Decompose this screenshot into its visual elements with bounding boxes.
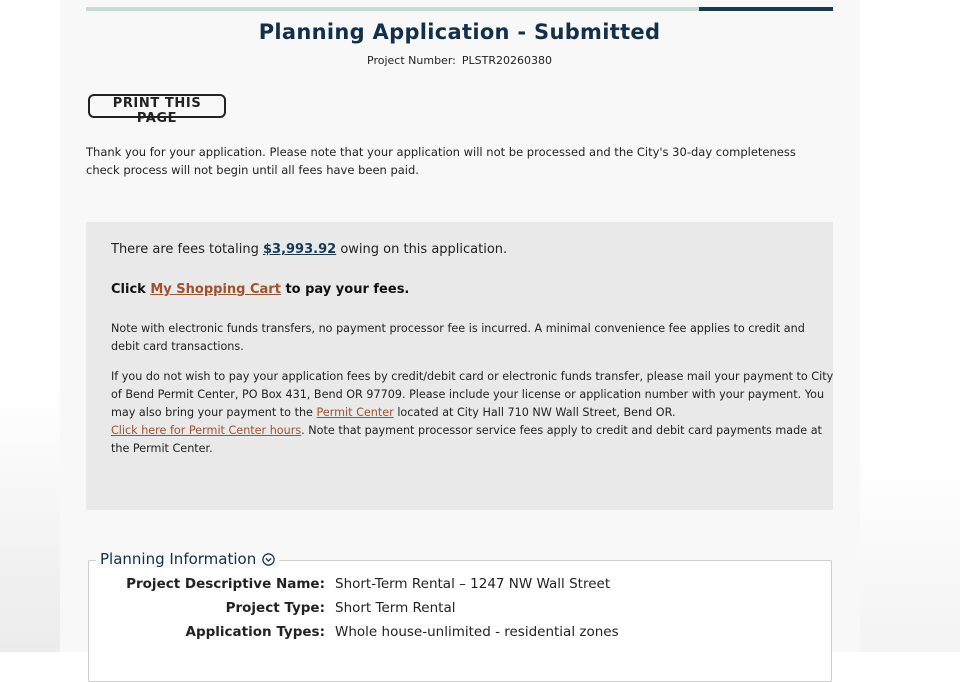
mail-text-2: located at City Hall 710 NW Wall Street, Bend OR. (397, 406, 676, 419)
fees-prefix: There are fees totaling (111, 242, 259, 257)
progress-bar (86, 7, 833, 11)
fees-suffix: owing on this application. (340, 242, 508, 257)
cart-pay-text: to pay your fees. (285, 282, 410, 297)
page-background-left (0, 0, 60, 652)
project-number-label: Project Number: (367, 54, 456, 67)
info-label: Application Types: (185, 624, 325, 640)
thank-you-message: Thank you for your application. Please note that your application will not be processed and the City's 30-day completeness check process will not begin until all fees have been paid. (86, 145, 796, 177)
fees-amount: $3,993.92 (262, 242, 337, 257)
mail-text-1: If you do not wish to pay your application fees by credit/debit card or electronic funds transfer, please mail your payment to City of Bend Permit Center, PO Box 431, Bend OR 97709. Please include your license or application number with your payment. You may also bring your payment to the (111, 370, 834, 419)
eft-note: Note with electronic funds transfers, no payment processor fee is incurred. A minimal convenience fee applies to credit and debit card transactions. (111, 322, 805, 353)
info-value: Whole house-unlimited - residential zones (335, 624, 619, 640)
chevron-circle-down-icon (262, 553, 275, 566)
project-number (86, 54, 833, 67)
progress-bar-fill (699, 7, 833, 11)
project-number-value: PLSTR20260380 (461, 54, 552, 67)
fees-total-line (111, 242, 507, 257)
page-title: Planning Application - Submitted (258, 20, 661, 44)
permit-center-hours-link[interactable]: Click here for Permit Center hours (111, 424, 302, 437)
mail-payment-note (111, 368, 836, 458)
info-value: Short-Term Rental – 1247 NW Wall Street (335, 576, 611, 592)
planning-information-toggle[interactable] (96, 550, 279, 568)
print-page-button[interactable]: PRINT THIS PAGE (88, 94, 226, 118)
planning-information-legend: Planning Information (100, 550, 257, 568)
permit-center-link[interactable]: Permit Center (316, 406, 394, 419)
page-background-right (860, 0, 960, 652)
mail-text-3: . Note that payment processor service fees apply to credit and debit card payments made at the Permit Center. (111, 424, 822, 455)
cart-click-text: Click (111, 282, 146, 297)
info-label: Project Descriptive Name: (126, 576, 325, 592)
fees-panel (86, 222, 833, 510)
shopping-cart-link[interactable]: My Shopping Cart (150, 282, 281, 297)
shopping-cart-line (111, 282, 409, 297)
info-label: Project Type: (225, 600, 325, 616)
info-value: Short Term Rental (335, 600, 456, 616)
